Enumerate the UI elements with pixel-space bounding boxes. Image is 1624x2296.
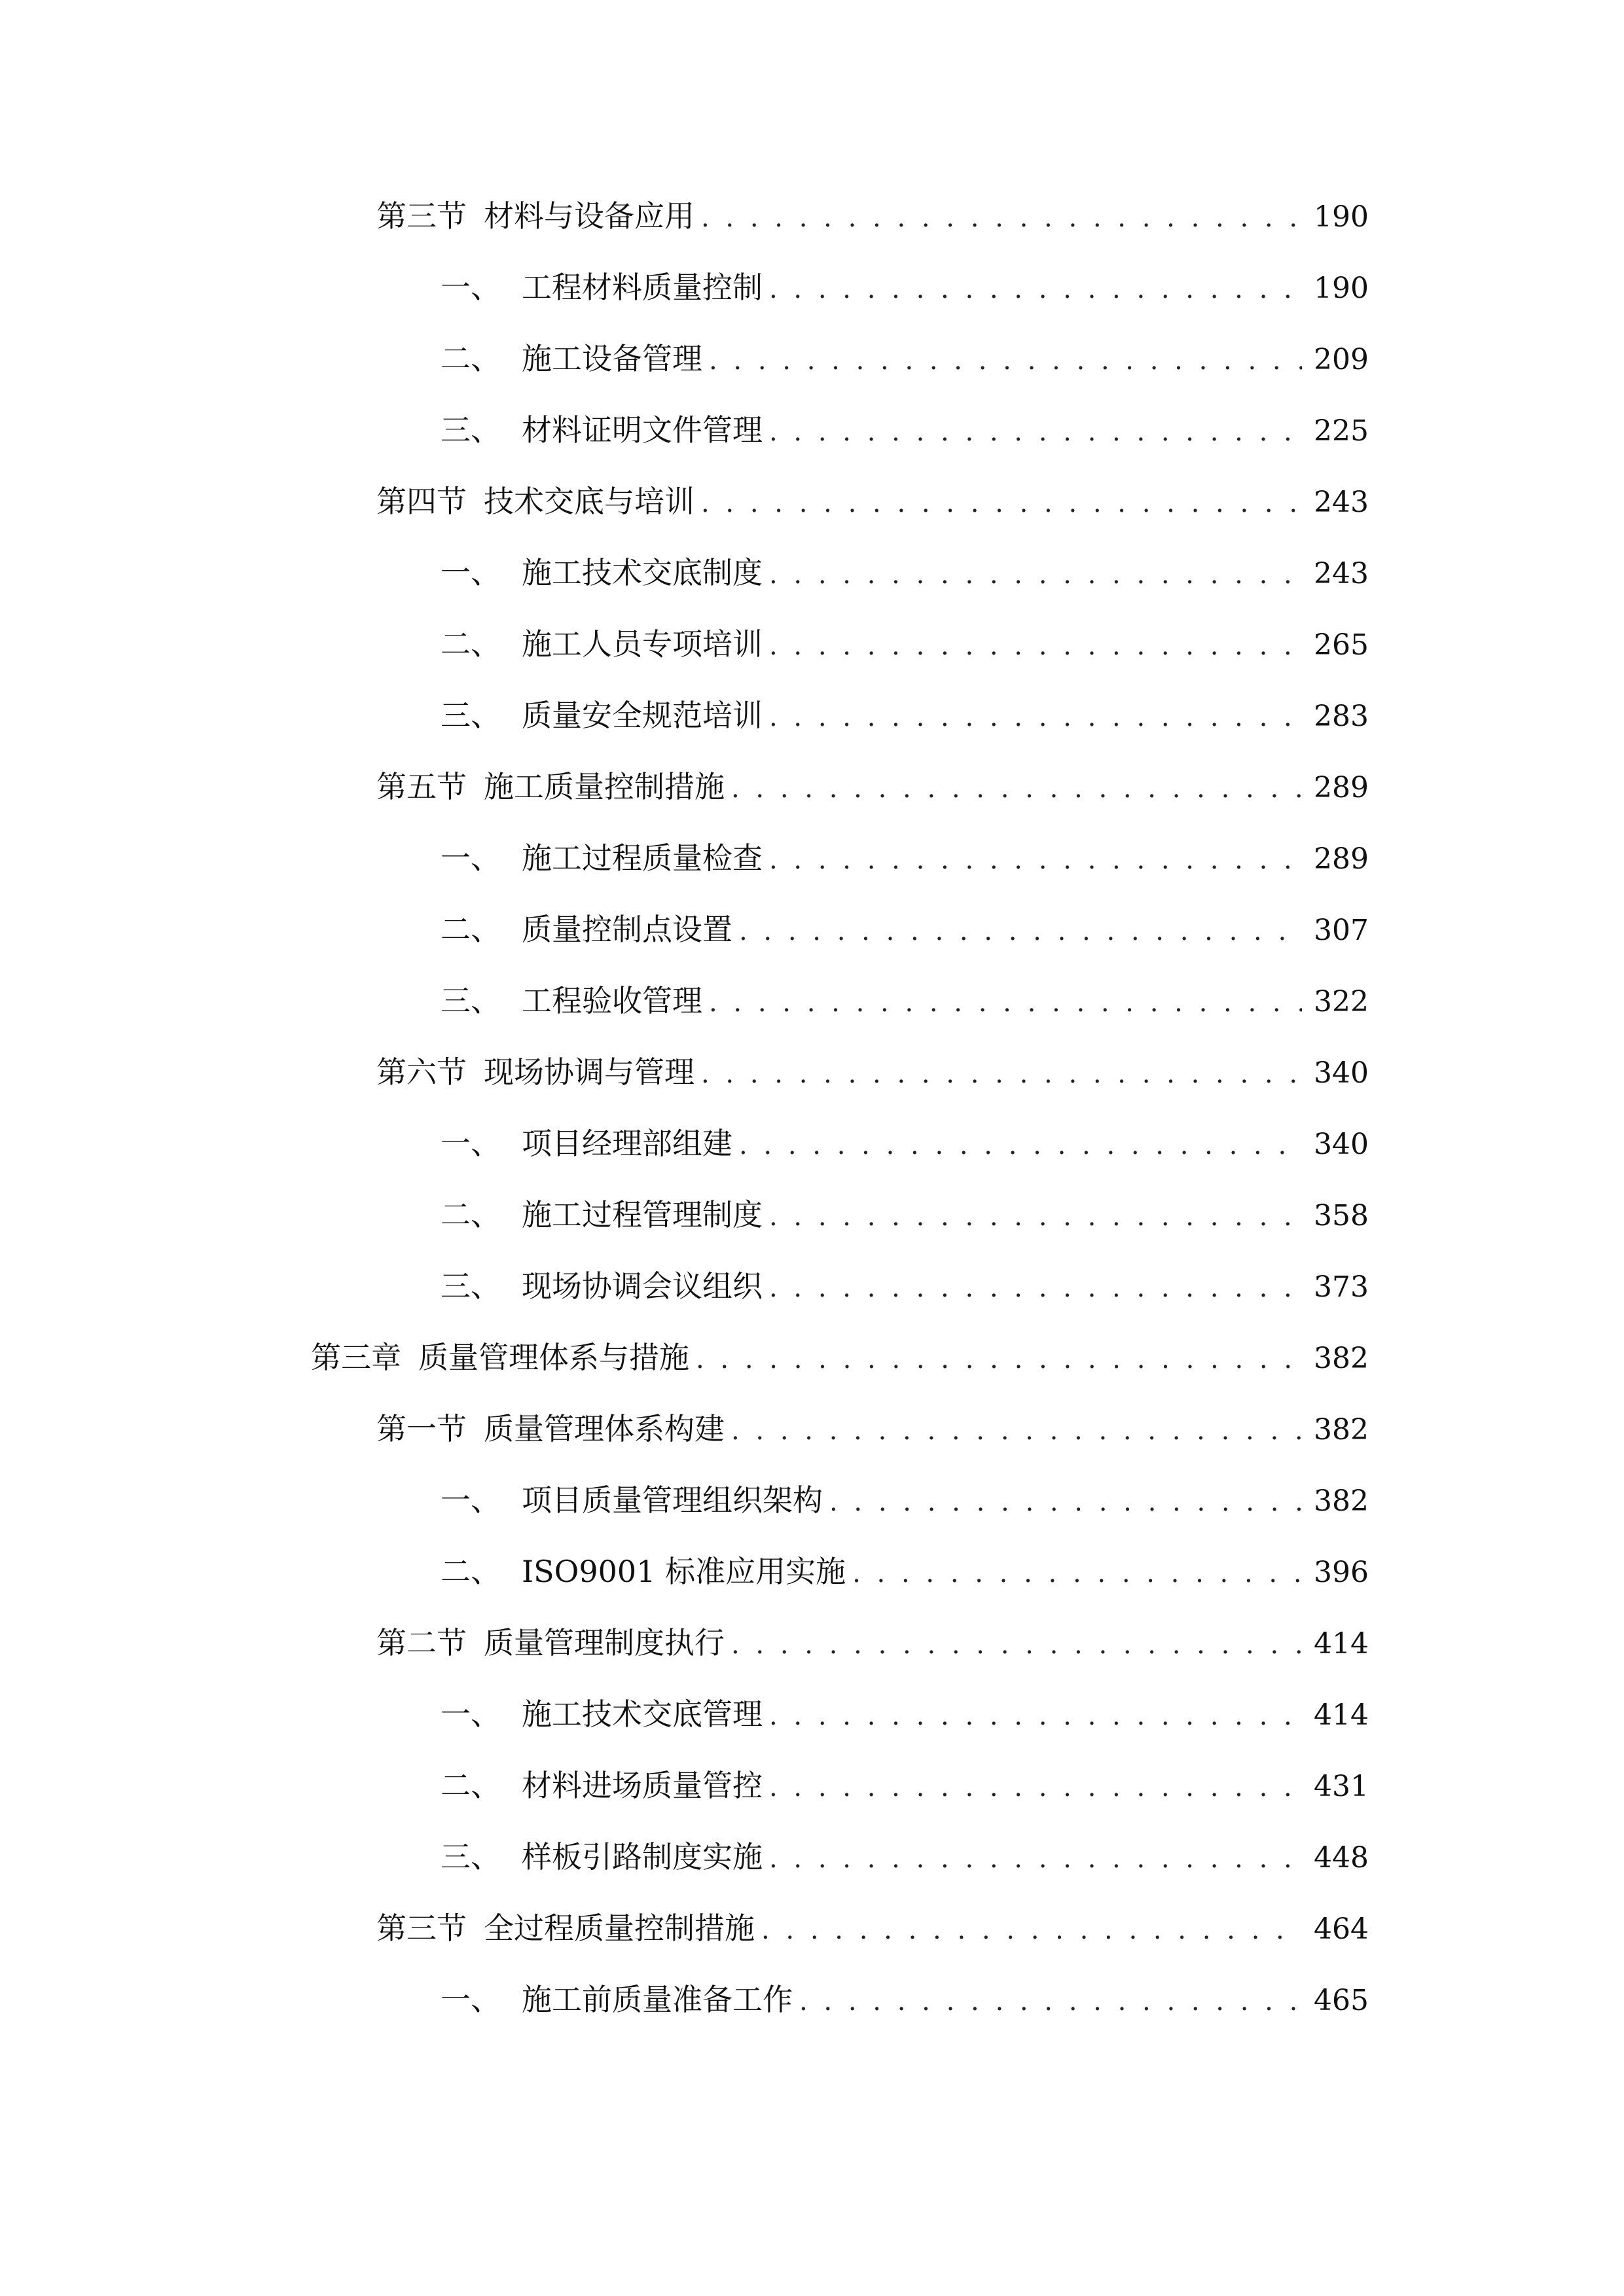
toc-entry-label <box>376 1617 725 1669</box>
toc-entry-label <box>441 1117 732 1170</box>
toc-entry-title: 全过程质量控制措施 <box>484 1910 755 1946</box>
toc-dot-leader <box>769 1761 1302 1814</box>
toc-entry-number: 第六节 <box>376 1054 467 1090</box>
toc-entry-page: 382 <box>1314 1484 1369 1518</box>
toc-entry[interactable] <box>311 1331 1369 1384</box>
toc-dot-leader <box>701 477 1302 529</box>
toc-dot-leader <box>769 263 1302 315</box>
toc-entry[interactable] <box>441 1759 1369 1812</box>
toc-entry[interactable] <box>441 332 1369 385</box>
toc-dot-leader <box>739 905 1302 958</box>
toc-entry-title: 质量管理体系与措施 <box>418 1340 689 1375</box>
toc-entry[interactable] <box>376 1902 1369 1954</box>
toc-entry-page: 190 <box>1314 272 1369 305</box>
toc-entry-label <box>441 332 702 385</box>
toc-entry[interactable] <box>441 547 1369 599</box>
toc-entry[interactable] <box>441 689 1369 742</box>
toc-entry[interactable] <box>441 1117 1369 1170</box>
toc-dot-leader <box>731 1405 1302 1457</box>
toc-entry-title: ISO9001 标准应用实施 <box>522 1554 846 1589</box>
toc-entry-label <box>441 903 732 956</box>
toc-entry-page: 431 <box>1314 1770 1369 1803</box>
toc-entry-label <box>441 1189 763 1241</box>
toc-entry-title: 施工质量控制措施 <box>484 769 725 804</box>
toc-entry-title: 施工技术交底管理 <box>522 1696 763 1732</box>
toc-entry[interactable] <box>376 475 1369 528</box>
toc-dot-leader <box>769 548 1302 601</box>
toc-entry[interactable] <box>376 1403 1369 1455</box>
toc-entry-number: 一、 <box>441 555 501 590</box>
toc-entry-label <box>441 261 763 314</box>
toc-entry[interactable] <box>441 1189 1369 1241</box>
toc-entry-label <box>441 547 763 599</box>
toc-entry[interactable] <box>441 1545 1369 1598</box>
toc-entry-title: 质量管理制度执行 <box>484 1625 725 1660</box>
toc-entry-label <box>441 618 763 670</box>
toc-entry[interactable] <box>441 618 1369 670</box>
toc-entry-number: 第三节 <box>376 1910 467 1946</box>
toc-entry[interactable] <box>441 1474 1369 1526</box>
toc-entry-title: 工程验收管理 <box>522 983 702 1018</box>
toc-entry-page: 414 <box>1314 1698 1369 1732</box>
toc-dot-leader <box>769 691 1302 744</box>
toc-entry-page: 396 <box>1314 1556 1369 1589</box>
toc-entry-label <box>441 832 763 884</box>
toc-entry-title: 项目质量管理组织架构 <box>522 1482 823 1518</box>
toc-dot-leader <box>852 1547 1302 1600</box>
toc-entry-label <box>376 1403 725 1455</box>
toc-entry-label <box>376 761 725 813</box>
toc-entry[interactable] <box>441 975 1369 1027</box>
toc-dot-leader <box>799 1975 1302 2028</box>
toc-entry-page: 190 <box>1314 200 1369 234</box>
toc-dot-leader <box>701 1048 1302 1100</box>
toc-entry[interactable] <box>376 1046 1369 1098</box>
toc-entry-label <box>441 975 702 1027</box>
toc-entry-title: 现场协调会议组织 <box>522 1268 763 1304</box>
toc-dot-leader <box>769 406 1302 458</box>
toc-entry-label <box>441 1688 763 1740</box>
toc-entry-page: 307 <box>1314 914 1369 947</box>
toc-entry-title: 现场协调与管理 <box>484 1054 695 1090</box>
toc-entry-number: 二、 <box>441 1554 501 1589</box>
toc-dot-leader <box>709 334 1302 387</box>
toc-entry-page: 382 <box>1314 1413 1369 1446</box>
toc-dot-leader <box>731 1619 1302 1671</box>
toc-entry-title: 项目经理部组建 <box>522 1126 732 1161</box>
toc-entry-label <box>441 1545 846 1598</box>
toc-entry[interactable] <box>441 903 1369 956</box>
toc-entry-title: 技术交底与培训 <box>484 484 695 519</box>
toc-entry-number: 第二节 <box>376 1625 467 1660</box>
toc-entry-label <box>441 1260 763 1312</box>
toc-entry-number: 第一节 <box>376 1411 467 1446</box>
toc-entry-title: 样板引路制度实施 <box>522 1839 763 1874</box>
toc-entry-page: 209 <box>1314 343 1369 376</box>
toc-entry-number: 一、 <box>441 1482 501 1518</box>
toc-entry-page: 465 <box>1314 1984 1369 2017</box>
toc-entry-label <box>376 190 695 242</box>
toc-entry-number: 第五节 <box>376 769 467 804</box>
toc-entry-title: 材料证明文件管理 <box>522 412 763 448</box>
toc-entry-number: 一、 <box>441 270 501 305</box>
toc-dot-leader <box>739 1119 1302 1172</box>
toc-entry-label <box>441 689 763 742</box>
toc-dot-leader <box>769 834 1302 886</box>
toc-dot-leader <box>769 620 1302 672</box>
toc-dot-leader <box>769 1833 1302 1885</box>
toc-entry-number: 一、 <box>441 1982 501 2017</box>
toc-dot-leader <box>769 1262 1302 1314</box>
toc-entry-label <box>311 1331 689 1384</box>
toc-entry-page: 243 <box>1314 486 1369 519</box>
toc-entry-page: 340 <box>1314 1056 1369 1090</box>
toc-entry[interactable] <box>441 1831 1369 1883</box>
toc-entry-label <box>441 1759 763 1812</box>
toc-entry-title: 施工人员专项培训 <box>522 626 763 662</box>
toc-entry-title: 施工过程质量检查 <box>522 840 763 876</box>
toc-entry-title: 质量控制点设置 <box>522 912 732 947</box>
toc-entry-number: 第三节 <box>376 198 467 234</box>
toc-entry-label <box>376 475 695 528</box>
toc-entry-page: 382 <box>1314 1342 1369 1375</box>
toc-entry[interactable] <box>376 190 1369 242</box>
toc-entry-number: 二、 <box>441 1768 501 1803</box>
toc-entry-page: 322 <box>1314 985 1369 1018</box>
toc-entry-page: 243 <box>1314 557 1369 590</box>
toc-entry-number: 一、 <box>441 840 501 876</box>
toc-dot-leader <box>829 1476 1302 1528</box>
toc-entry-page: 448 <box>1314 1841 1369 1874</box>
toc-entry-label <box>376 1902 755 1954</box>
toc-entry[interactable] <box>376 1617 1369 1669</box>
toc-entry-number: 二、 <box>441 912 501 947</box>
toc-entry-title: 施工过程管理制度 <box>522 1197 763 1232</box>
toc-entry-number: 二、 <box>441 1197 501 1232</box>
toc-entry-page: 289 <box>1314 771 1369 804</box>
toc-entry-title: 工程材料质量控制 <box>522 270 763 305</box>
toc-entry-page: 289 <box>1314 842 1369 876</box>
toc-entry-number: 第四节 <box>376 484 467 519</box>
toc-entry[interactable] <box>441 404 1369 456</box>
toc-entry-page: 373 <box>1314 1270 1369 1304</box>
toc-entry[interactable] <box>441 261 1369 314</box>
toc-entry-number: 三、 <box>441 698 501 733</box>
toc-entry-number: 三、 <box>441 1268 501 1304</box>
toc-dot-leader <box>701 192 1302 244</box>
toc-entry-title: 材料与设备应用 <box>484 198 695 234</box>
toc-entry-title: 施工技术交底制度 <box>522 555 763 590</box>
toc-entry[interactable] <box>441 1973 1369 2026</box>
toc-entry-number: 一、 <box>441 1696 501 1732</box>
toc-entry-label <box>441 404 763 456</box>
toc-entry-number: 三、 <box>441 983 501 1018</box>
toc-entry-label <box>376 1046 695 1098</box>
toc-entry-title: 质量管理体系构建 <box>484 1411 725 1446</box>
toc-entry-number: 第三章 <box>311 1340 401 1375</box>
toc-entry-title: 施工设备管理 <box>522 341 702 376</box>
toc-dot-leader <box>709 977 1302 1029</box>
toc-entry-page: 358 <box>1314 1199 1369 1232</box>
toc-entry-number: 三、 <box>441 1839 501 1874</box>
toc-entry-label <box>441 1474 823 1526</box>
toc-entry-page: 414 <box>1314 1627 1369 1660</box>
toc-entry-title: 质量安全规范培训 <box>522 698 763 733</box>
toc-entry-title: 施工前质量准备工作 <box>522 1982 793 2017</box>
toc-entry-label <box>441 1831 763 1883</box>
toc-entry[interactable] <box>441 832 1369 884</box>
toc-entry-number: 二、 <box>441 626 501 662</box>
toc-entry-page: 283 <box>1314 700 1369 733</box>
toc-entry-number: 二、 <box>441 341 501 376</box>
toc-entry-page: 340 <box>1314 1128 1369 1161</box>
toc-dot-leader <box>761 1904 1302 1956</box>
toc-entry-page: 225 <box>1314 414 1369 448</box>
toc-dot-leader <box>769 1191 1302 1243</box>
toc-entry-title: 材料进场质量管控 <box>522 1768 763 1803</box>
toc-dot-leader <box>696 1333 1302 1386</box>
toc-entry[interactable] <box>441 1688 1369 1740</box>
toc-entry-label <box>441 1973 793 2026</box>
toc-entry[interactable] <box>441 1260 1369 1312</box>
toc-dot-leader <box>731 762 1302 815</box>
toc-entry-number: 一、 <box>441 1126 501 1161</box>
toc-entry-number: 三、 <box>441 412 501 448</box>
toc-entry-page: 464 <box>1314 1912 1369 1946</box>
toc-dot-leader <box>769 1690 1302 1742</box>
toc-entry[interactable] <box>376 761 1369 813</box>
toc-entry-page: 265 <box>1314 628 1369 662</box>
